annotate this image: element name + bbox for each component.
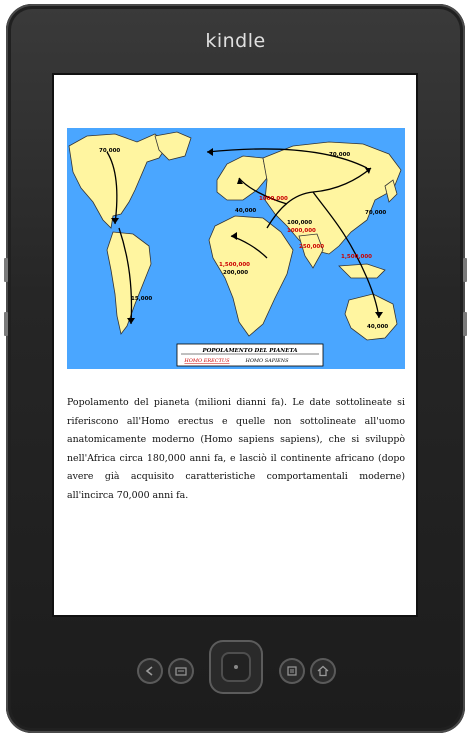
label-india-red: 250,000 [299, 244, 325, 250]
label-na: 70,000 [99, 148, 121, 154]
home-icon [316, 664, 330, 678]
left-page-button-lower[interactable] [4, 312, 8, 336]
label-africa: 200,000 [223, 270, 249, 276]
label-africa-red: 1,500,000 [219, 262, 250, 268]
label-australia: 40,000 [367, 324, 389, 330]
menu-button[interactable] [279, 658, 305, 684]
back-icon [143, 664, 157, 678]
dpad-select-button[interactable] [221, 652, 251, 682]
map-legend [177, 344, 323, 366]
home-button[interactable] [310, 658, 336, 684]
legend-title: POPOLAMENTO DEL PIANETA [202, 348, 298, 354]
label-asia-ne: 70,000 [329, 152, 351, 158]
select-dot-icon [234, 665, 238, 669]
label-eu-red: 1000,000 [259, 196, 288, 202]
left-page-button-upper[interactable] [4, 258, 8, 282]
menu-icon [285, 664, 299, 678]
label-se-red: 1,500,000 [341, 254, 372, 260]
label-asia-red: 1000,000 [287, 228, 316, 234]
label-sa: 15,000 [131, 296, 153, 302]
back-button[interactable] [137, 658, 163, 684]
e-ink-screen [54, 75, 416, 615]
figure-caption: Popolamento del pianeta (milioni dianni fa). Le date sottolineate si riferiscono all'Homo erectus e quelle non sottolineate all'uomo anatomicamente moderno (Homo sapiens sapiens), che si sviluppò nell'Africa circa 180,000 anni fa, e lasciò il continente africano (dopo avere già acquisito caratteristiche comportamentali moderne) all'incirca 70,000 anni fa. [67, 397, 405, 501]
five-way-controller[interactable] [209, 640, 263, 694]
brand-logo: kindle [205, 30, 266, 52]
world-map-figure [67, 128, 405, 369]
legend-sapiens: HOMO SAPIENS [245, 358, 289, 364]
keyboard-icon [174, 664, 188, 678]
map-svg [67, 128, 405, 369]
label-asia-e: 70,000 [365, 210, 387, 216]
right-page-button-lower[interactable] [463, 312, 467, 336]
keyboard-button[interactable] [168, 658, 194, 684]
label-asia-c: 100,000 [287, 220, 313, 226]
label-eu: 40,000 [235, 208, 257, 214]
right-page-button-upper[interactable] [463, 258, 467, 282]
legend-erectus: HOMO ERECTUS [184, 358, 230, 364]
